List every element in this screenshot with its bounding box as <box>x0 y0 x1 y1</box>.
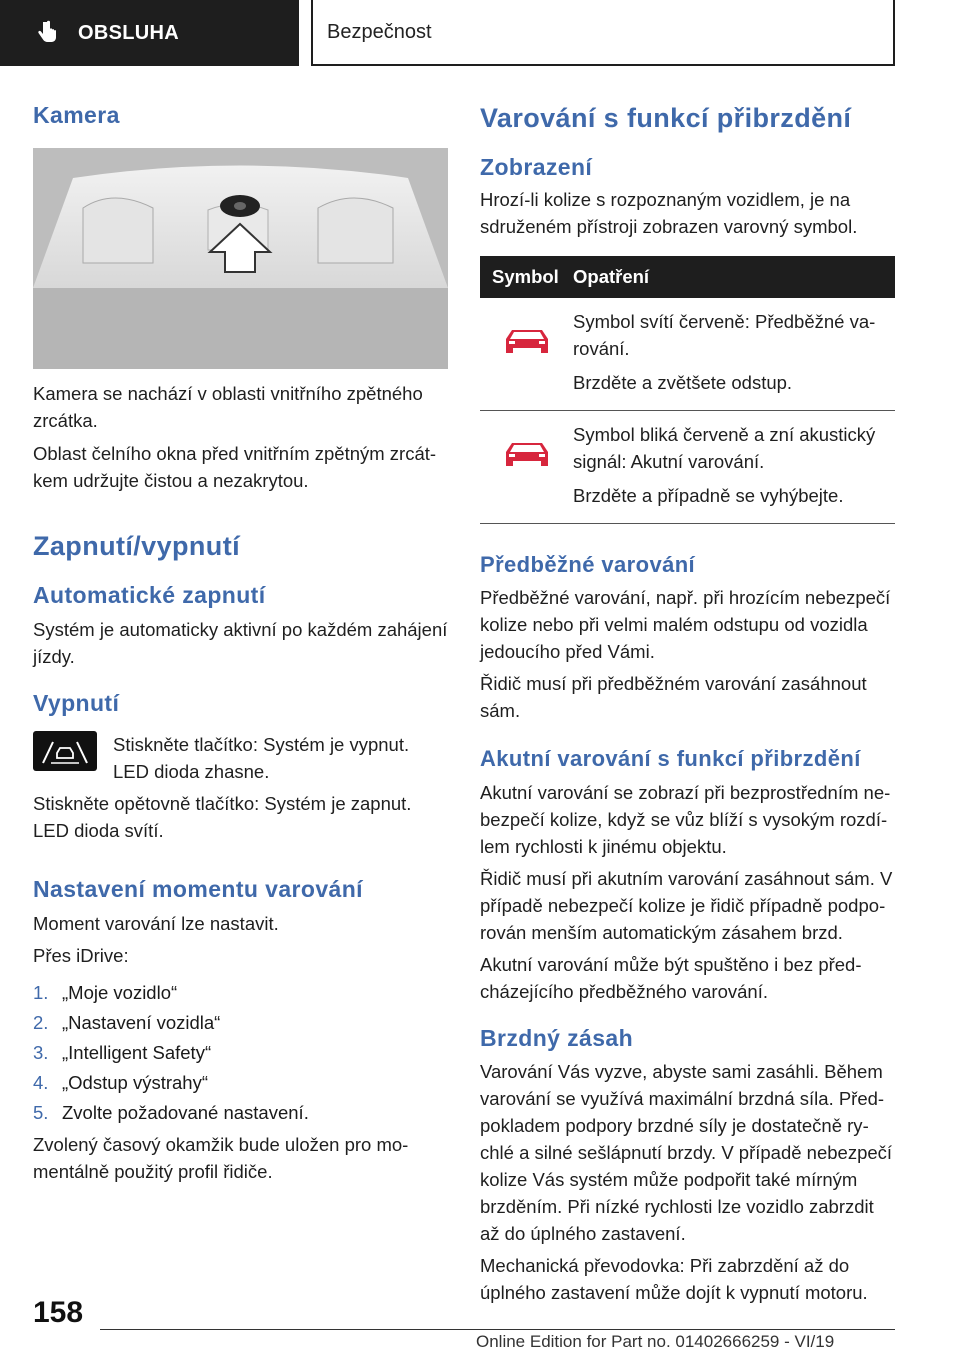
acute-paragraph-3: Akutní varování může být spuštěno i bez předcházejícího předběžného varování. <box>480 953 862 1002</box>
brake-heading: Brzdný zásah <box>480 1024 634 1051</box>
chapter-box <box>311 0 895 66</box>
off-heading: Vypnutí <box>33 689 120 716</box>
camera-paragraph-2: Oblast čelního okna před vnitřním zpětným zrcátkem udržujte čistou a nezakrytou. <box>33 442 437 491</box>
onoff-heading: Zapnutí/vypnutí <box>33 530 240 561</box>
list-item: 2. „Nastavení vozidla“ <box>33 1011 221 1033</box>
off-paragraph: Stiskněte tlačítko: Systém je vypnut. LED dioda zhasne. <box>113 734 410 783</box>
pre-warning-heading: Předběžné varování <box>480 551 696 577</box>
timing-heading: Nastavení momentu varování <box>33 876 363 903</box>
page-header <box>0 0 960 66</box>
main-heading: Varování s funkcí přibrzdění <box>480 103 852 133</box>
car-warning-icon <box>502 324 552 356</box>
timing-paragraph-1: Moment varování lze nastavit. <box>33 912 279 934</box>
list-item: 5. Zvolte požadované nastavení. <box>33 1101 309 1123</box>
table-header-action: Opatření <box>573 256 895 298</box>
pre-warning-paragraph-1: Předběžné varování, např. při hrozícím nebezpečí kolize nebo při velmi malém odstupu od vozidla jedoucího před Vámi. <box>480 587 891 663</box>
off-row <box>33 731 448 785</box>
acute-paragraph-1: Akutní varování se zobrazí při bezprostředním nebezpečí kolize, když se vůz blíží s vysokým rozdílem rychlosti k jinému objektu. <box>480 781 891 857</box>
table-row: Symbol bliká červeně a zní akustický signál: Akutní varování. Brzděte a případně se vyhýbejte. <box>480 410 895 523</box>
auto-heading: Automatické zapnutí <box>33 581 266 608</box>
left-column <box>33 92 448 1185</box>
camera-photo <box>33 148 448 369</box>
hand-pointer-icon <box>34 20 60 46</box>
list-item: 4. „Odstup výstrahy“ <box>33 1071 208 1093</box>
footer-divider <box>100 1329 895 1330</box>
brake-paragraph-1: Varování Vás vyzve, abyste sami zasáhli. Během varování se využívá maximální brzdná síla. Předpokladem podpory brzdné síly je dostatečně rychlé a silné sešlápnutí brzdy. V případě nebezpečí kolize Vás systém může podpořit také mírným brzděním. Při nízké rychlosti lze vozidlo zabrzdit až do úplného zastavení. <box>480 1061 893 1245</box>
timing-paragraph-3: Zvolený časový okamžik bude uložen pro momentálně použitý profil řidiče. <box>33 1133 409 1182</box>
list-item: 3. „Intelligent Safety“ <box>33 1041 212 1063</box>
page-number: 158 <box>33 1296 84 1329</box>
symbol-table <box>480 256 895 524</box>
camera-arrow-icon <box>33 148 448 369</box>
brake-paragraph-2: Mechanická převodovka: Při zabrzdění až do úplného zastavení může dojít k vypnutí motoru. <box>480 1255 868 1304</box>
section-label: OBSLUHA <box>78 21 179 44</box>
car-warning-icon <box>502 437 552 469</box>
section-tab <box>0 0 299 66</box>
right-column <box>480 92 895 1306</box>
camera-heading: Kamera <box>33 102 120 128</box>
display-paragraph: Hrozí-li kolize s rozpoznaným vozidlem, je na sdruženém přístroji zobrazen varovný symbol. <box>480 188 858 237</box>
acute-heading: Akutní varování s funkcí přibrzdění <box>480 746 861 772</box>
table-header-symbol: Symbol <box>480 256 573 298</box>
list-item: 1. „Moje vozidlo“ <box>33 981 178 1003</box>
steps-list <box>33 978 448 1128</box>
acute-paragraph-2: Řidič musí při akutním varování zasáhnout sám. V případě nebezpečí kolize je řidič případně podporován menším automatickým zásahem brzd. <box>480 867 893 943</box>
edition-text: Online Edition for Part no. 01402666259 - VI/19 <box>476 1332 835 1351</box>
table-row: Symbol svítí červeně: Předběžné varování. Brzděte a zvětšete odstup. <box>480 298 895 411</box>
pre-warning-paragraph-2: Řidič musí při předběžném varování zasáhnout sám. <box>480 673 867 722</box>
timing-paragraph-2: Přes iDrive: <box>33 944 129 966</box>
auto-paragraph: Systém je automaticky aktivní po každém zahájení jízdy. <box>33 618 448 667</box>
chapter-label: Bezpečnost <box>327 20 432 43</box>
display-heading: Zobrazení <box>480 154 593 181</box>
lane-warning-button-icon <box>33 731 97 771</box>
on-paragraph: Stiskněte opětovně tlačítko: Systém je zapnut. LED dioda svítí. <box>33 793 412 842</box>
camera-paragraph-1: Kamera se nachází v oblasti vnitřního zpětného zrcátka. <box>33 382 423 431</box>
